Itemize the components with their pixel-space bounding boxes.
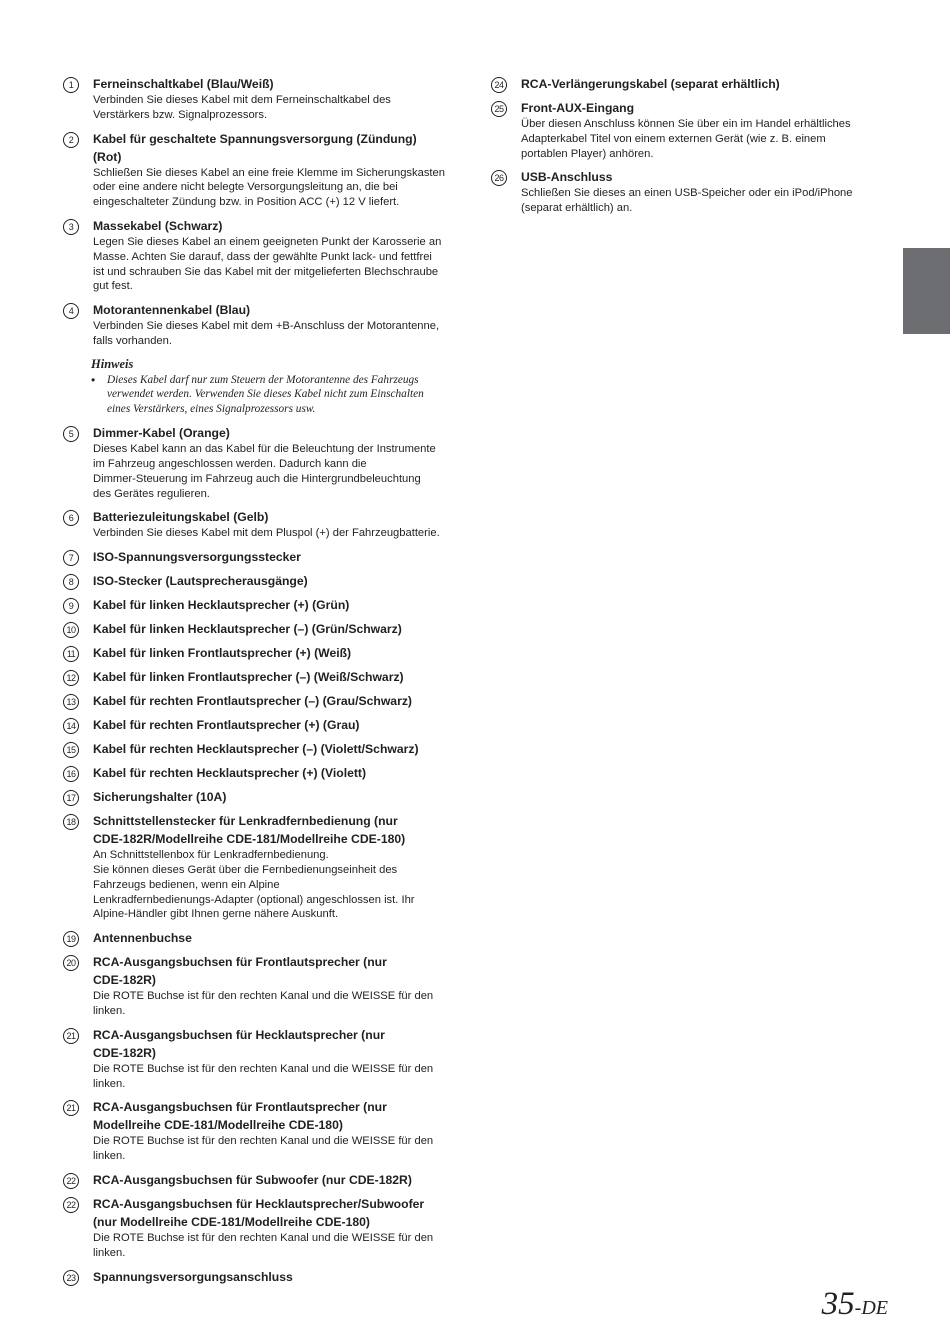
list-item: [491, 99, 886, 162]
circled-number: 7: [63, 550, 79, 566]
list-item: [63, 668, 463, 686]
item-body: [93, 1171, 463, 1189]
note-title: Hinweis: [91, 356, 134, 371]
item-body: [93, 217, 463, 295]
circled-number: 2: [63, 132, 79, 148]
item-title: Kabel für rechten Hecklautsprecher (+) (Violett): [93, 766, 367, 781]
item-title: Kabel für linken Frontlautsprecher (+) (Weiß): [93, 646, 352, 661]
item-body: [93, 644, 463, 662]
item-description: Die ROTE Buchse ist für den rechten Kanal und die WEISSE für den linken.: [93, 1232, 434, 1259]
item-body: [93, 620, 463, 638]
list-item: [63, 130, 463, 211]
list-item: [63, 788, 463, 806]
item-description: Schließen Sie dieses Kabel an eine freie Klemme im Sicherungskasten oder eine andere nicht belegte Versorgungsleitung an, die bei eingeschalteter Zündung bzw. in Position ACC (+) 12 V liefert.: [93, 166, 445, 209]
item-body: [93, 812, 463, 923]
list-item: [63, 929, 463, 947]
list-item: [63, 1098, 463, 1165]
circled-number: 4: [63, 303, 79, 319]
list-item: [63, 740, 463, 758]
list-item: [63, 1195, 463, 1262]
item-body: [93, 764, 463, 782]
circled-number: 5: [63, 426, 79, 442]
list-item: [491, 75, 886, 93]
circled-number: 19: [63, 931, 79, 947]
note-row: [91, 373, 463, 417]
item-title: Kabel für rechten Frontlautsprecher (–) (Grau/Schwarz): [93, 694, 412, 709]
item-title: ISO-Spannungsversorgungsstecker: [93, 550, 301, 565]
item-body: [93, 572, 463, 590]
item-body: [93, 668, 463, 686]
list-item: [63, 596, 463, 614]
item-body: [93, 596, 463, 614]
circled-number: 9: [63, 598, 79, 614]
right-column: [491, 75, 886, 223]
list-item: [63, 1268, 463, 1286]
item-title: USB-Anschluss: [521, 170, 613, 185]
list-item: [63, 764, 463, 782]
item-body: [93, 75, 463, 124]
item-title: Kabel für linken Frontlautsprecher (–) (Weiß/Schwarz): [93, 670, 404, 685]
item-body: [93, 716, 463, 734]
item-body: [521, 168, 886, 217]
item-body: [93, 692, 463, 710]
item-body: [93, 1026, 463, 1093]
item-title: Kabel für linken Hecklautsprecher (–) (Grün/Schwarz): [93, 622, 402, 637]
item-body: [93, 1268, 463, 1286]
circled-number: 25: [491, 101, 507, 117]
item-description: Die ROTE Buchse ist für den rechten Kanal und die WEISSE für den linken.: [93, 1135, 434, 1163]
circled-number: 22: [63, 1173, 79, 1189]
list-item: [63, 812, 463, 923]
list-item: [63, 716, 463, 734]
item-title: Kabel für rechten Hecklautsprecher (–) (Violett/Schwarz): [93, 742, 419, 757]
item-title: RCA-Ausgangsbuchsen für Subwoofer (nur CDE-182R): [93, 1173, 412, 1188]
circled-number: 14: [63, 718, 79, 734]
page-number-suffix: -DE: [854, 1297, 888, 1319]
list-item: [63, 217, 463, 295]
item-description: An Schnittstellenbox für Lenkradfernbedienung. Sie können dieses Gerät über die Fernbedienungseinheit des Fahrzeugs bedienen, wenn ein Alpine Lenkradfernbedienungs-Adapter (optional) angeschlossen ist. Ihr Alpine-Händler gibt Ihnen gerne nähere Auskunft.: [93, 849, 415, 921]
list-item: [63, 424, 463, 502]
list-item: [63, 953, 463, 1020]
list-item: [63, 692, 463, 710]
item-description: Legen Sie dieses Kabel an einem geeigneten Punkt der Karosserie an Masse. Achten Sie darauf, dass der gewählte Punkt lack- und fettfrei ist und schrauben Sie das Kabel mit der mitgelieferten Blechschraube gut fest.: [93, 235, 442, 293]
item-body: [93, 740, 463, 758]
circled-number: 8: [63, 574, 79, 590]
list-item: [63, 644, 463, 662]
item-title: Spannungsversorgungsanschluss: [93, 1269, 293, 1284]
item-body: [93, 1195, 463, 1262]
item-title: Sicherungshalter (10A): [93, 790, 227, 805]
item-title: RCA-Ausgangsbuchsen für Hecklautsprecher/Subwoofer (nur Modellreihe CDE-181/Modellreihe CDE-180): [93, 1197, 425, 1230]
item-body: [93, 301, 463, 350]
item-description: Dieses Kabel kann an das Kabel für die Beleuchtung der Instrumente im Fahrzeug angeschlossen werden. Dadurch kann die Dimmer-Steuerung im Fahrzeug auch die Hintergrundbeleuchtung des Gerätes regulieren.: [93, 443, 436, 500]
item-body: [93, 548, 463, 566]
item-body: [93, 929, 463, 947]
item-title: Kabel für linken Hecklautsprecher (+) (Grün): [93, 598, 350, 613]
circled-number: 3: [63, 219, 79, 235]
section-tab-marker: [903, 248, 950, 334]
circled-number: 21: [63, 1100, 79, 1116]
page-number: [822, 1286, 888, 1323]
item-body: [93, 788, 463, 806]
item-title: RCA-Ausgangsbuchsen für Hecklautsprecher (nur CDE-182R): [93, 1027, 385, 1060]
item-title: Dimmer-Kabel (Orange): [93, 426, 230, 441]
item-body: [521, 75, 886, 93]
list-item: [63, 1171, 463, 1189]
item-body: [93, 130, 463, 211]
circled-number: 21: [63, 1028, 79, 1044]
item-title: Kabel für geschaltete Spannungsversorgung (Zündung) (Rot): [93, 131, 417, 164]
item-description: Schließen Sie dieses an einen USB-Speicher oder ein iPod/iPhone (separat erhältlich) an.: [521, 187, 853, 215]
circled-number: 26: [491, 170, 507, 186]
circled-number: 17: [63, 790, 79, 806]
circled-number: 24: [491, 77, 507, 93]
circled-number: 6: [63, 510, 79, 526]
item-body: [93, 424, 463, 502]
note-block: [91, 356, 463, 417]
item-title: Antennenbuchse: [93, 931, 192, 946]
item-body: [93, 508, 463, 542]
item-title: Front-AUX-Eingang: [521, 101, 635, 115]
item-body: [93, 953, 463, 1020]
item-description: Die ROTE Buchse ist für den rechten Kanal und die WEISSE für den linken.: [93, 1062, 434, 1090]
circled-number: 16: [63, 766, 79, 782]
item-title: ISO-Stecker (Lautsprecherausgänge): [93, 574, 308, 589]
item-title: RCA-Verlängerungskabel (separat erhältlich): [521, 77, 780, 91]
item-title: RCA-Ausgangsbuchsen für Frontlautsprecher (nur Modellreihe CDE-181/Modellreihe CDE-180): [93, 1100, 387, 1133]
circled-number: 20: [63, 955, 79, 971]
left-column: [63, 75, 463, 1292]
circled-number: 23: [63, 1270, 79, 1286]
item-title: Motorantennenkabel (Blau): [93, 303, 251, 318]
bullet-icon: •: [91, 372, 96, 387]
circled-number: 11: [63, 646, 79, 662]
item-description: Über diesen Anschluss können Sie über ein im Handel erhältliches Adapterkabel Titel von einem externen Gerät (wie z. B. einem portablen Player) anhören.: [521, 118, 851, 160]
circled-number: 10: [63, 622, 79, 638]
list-item: [63, 572, 463, 590]
item-title: Massekabel (Schwarz): [93, 218, 223, 233]
item-title: Schnittstellenstecker für Lenkradfernbedienung (nur CDE-182R/Modellreihe CDE-181/Modellreihe CDE-180): [93, 814, 406, 847]
list-item: [63, 508, 463, 542]
item-description: Verbinden Sie dieses Kabel mit dem +B-Anschluss der Motorantenne, falls vorhanden.: [93, 320, 440, 347]
list-item: [63, 301, 463, 350]
circled-number: 1: [63, 77, 79, 93]
list-item: [63, 620, 463, 638]
list-item: [491, 168, 886, 217]
item-body: [93, 1098, 463, 1165]
item-title: Batteriezuleitungskabel (Gelb): [93, 510, 269, 525]
item-description: Die ROTE Buchse ist für den rechten Kanal und die WEISSE für den linken.: [93, 990, 434, 1018]
circled-number: 12: [63, 670, 79, 686]
item-description: Verbinden Sie dieses Kabel mit dem Ferneinschaltkabel des Verstärkers bzw. Signalprozessors.: [93, 94, 391, 121]
page-number-value: 35: [821, 1286, 855, 1322]
circled-number: 18: [63, 814, 79, 830]
item-title: Kabel für rechten Frontlautsprecher (+) (Grau): [93, 718, 360, 733]
circled-number: 13: [63, 694, 79, 710]
item-title: Ferneinschaltkabel (Blau/Weiß): [93, 77, 274, 91]
item-title: RCA-Ausgangsbuchsen für Frontlautsprecher (nur CDE-182R): [93, 955, 387, 988]
item-body: [521, 99, 886, 162]
list-item: [63, 75, 463, 124]
item-description: Verbinden Sie dieses Kabel mit dem Pluspol (+) der Fahrzeugbatterie.: [93, 527, 440, 540]
circled-number: 22: [63, 1197, 79, 1213]
note-text: Dieses Kabel darf nur zum Steuern der Motorantenne des Fahrzeugs verwendet werden. Verwenden Sie dieses Kabel nicht zum Einschalten eines Verstärkers, eines Signalprozessors usw.: [107, 373, 424, 415]
list-item: [63, 548, 463, 566]
circled-number: 15: [63, 742, 79, 758]
list-item: [63, 1026, 463, 1093]
